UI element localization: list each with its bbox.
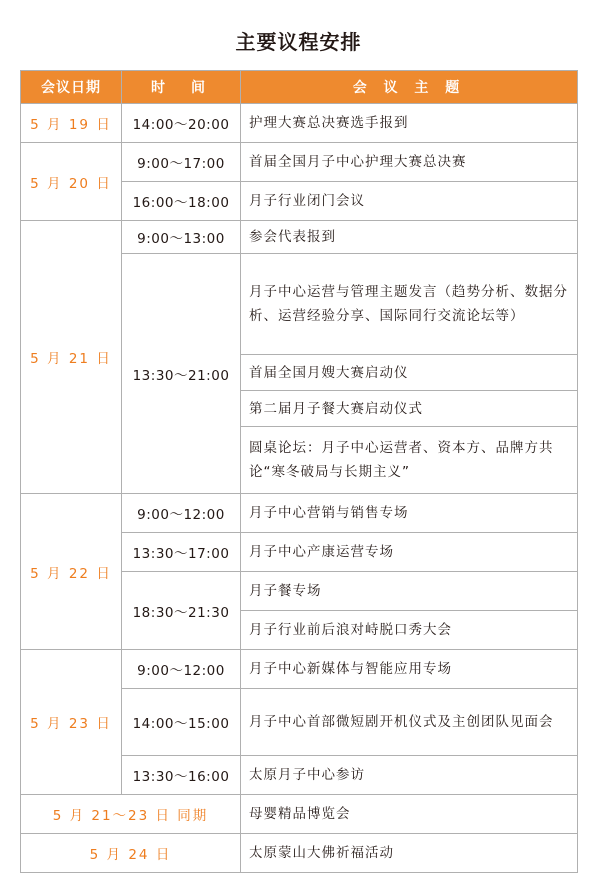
time-cell: 13:30～21:00 bbox=[122, 254, 241, 494]
topic-cell: 月子中心运营与管理主题发言（趋势分析、数据分析、运营经验分享、国际同行交流论坛等） bbox=[241, 254, 578, 355]
topic-cell: 首届全国月嫂大赛启动仪 bbox=[241, 355, 578, 391]
table-row bbox=[21, 221, 578, 254]
topic-cell: 第二届月子餐大赛启动仪式 bbox=[241, 391, 578, 427]
topic-cell: 参会代表报到 bbox=[241, 221, 578, 254]
date-cell: 5 月 22 日 bbox=[21, 494, 122, 650]
table-row bbox=[21, 834, 578, 873]
topic-cell: 太原月子中心参访 bbox=[241, 756, 578, 795]
time-cell: 14:00～15:00 bbox=[122, 689, 241, 756]
topic-cell: 月子中心营销与销售专场 bbox=[241, 494, 578, 533]
page-title: 主要议程安排 bbox=[235, 30, 362, 54]
date-cell: 5 月 21 日 bbox=[21, 221, 122, 494]
time-cell: 9:00～13:00 bbox=[122, 221, 241, 254]
topic-cell: 太原蒙山大佛祈福活动 bbox=[241, 834, 578, 873]
time-cell: 9:00～12:00 bbox=[122, 650, 241, 689]
time-cell: 13:30～17:00 bbox=[122, 533, 241, 572]
topic-cell: 母婴精品博览会 bbox=[241, 795, 578, 834]
time-cell: 14:00～20:00 bbox=[122, 104, 241, 143]
topic-cell: 月子餐专场 bbox=[241, 572, 578, 611]
topic-cell: 月子中心首部微短剧开机仪式及主创团队见面会 bbox=[241, 689, 578, 756]
table-row bbox=[21, 143, 578, 182]
agenda-table bbox=[20, 70, 578, 873]
time-cell: 9:00～12:00 bbox=[122, 494, 241, 533]
topic-cell: 首届全国月子中心护理大赛总决赛 bbox=[241, 143, 578, 182]
date-cell: 5 月 20 日 bbox=[21, 143, 122, 221]
topic-cell: 月子行业闭门会议 bbox=[241, 182, 578, 221]
time-cell: 9:00～17:00 bbox=[122, 143, 241, 182]
table-row bbox=[21, 494, 578, 533]
header-date: 会议日期 bbox=[21, 71, 122, 104]
topic-cell: 圆桌论坛：月子中心运营者、资本方、品牌方共论“寒冬破局与长期主义” bbox=[241, 427, 578, 494]
date-cell: 5 月 19 日 bbox=[21, 104, 122, 143]
time-cell: 18:30～21:30 bbox=[122, 572, 241, 650]
table-row bbox=[21, 650, 578, 689]
topic-cell: 月子中心新媒体与智能应用专场 bbox=[241, 650, 578, 689]
table-header-row bbox=[21, 71, 578, 104]
date-cell: 5 月 23 日 bbox=[21, 650, 122, 795]
topic-cell: 月子中心产康运营专场 bbox=[241, 533, 578, 572]
topic-cell: 护理大赛总决赛选手报到 bbox=[241, 104, 578, 143]
date-cell: 5 月 24 日 bbox=[21, 834, 241, 873]
header-time: 时 间 bbox=[122, 71, 241, 104]
table-row bbox=[21, 104, 578, 143]
table-row bbox=[21, 795, 578, 834]
time-cell: 16:00～18:00 bbox=[122, 182, 241, 221]
header-topic: 会 议 主 题 bbox=[241, 71, 578, 104]
topic-cell: 月子行业前后浪对峙脱口秀大会 bbox=[241, 611, 578, 650]
time-cell: 13:30～16:00 bbox=[122, 756, 241, 795]
date-cell: 5 月 21～23 日 同期 bbox=[21, 795, 241, 834]
